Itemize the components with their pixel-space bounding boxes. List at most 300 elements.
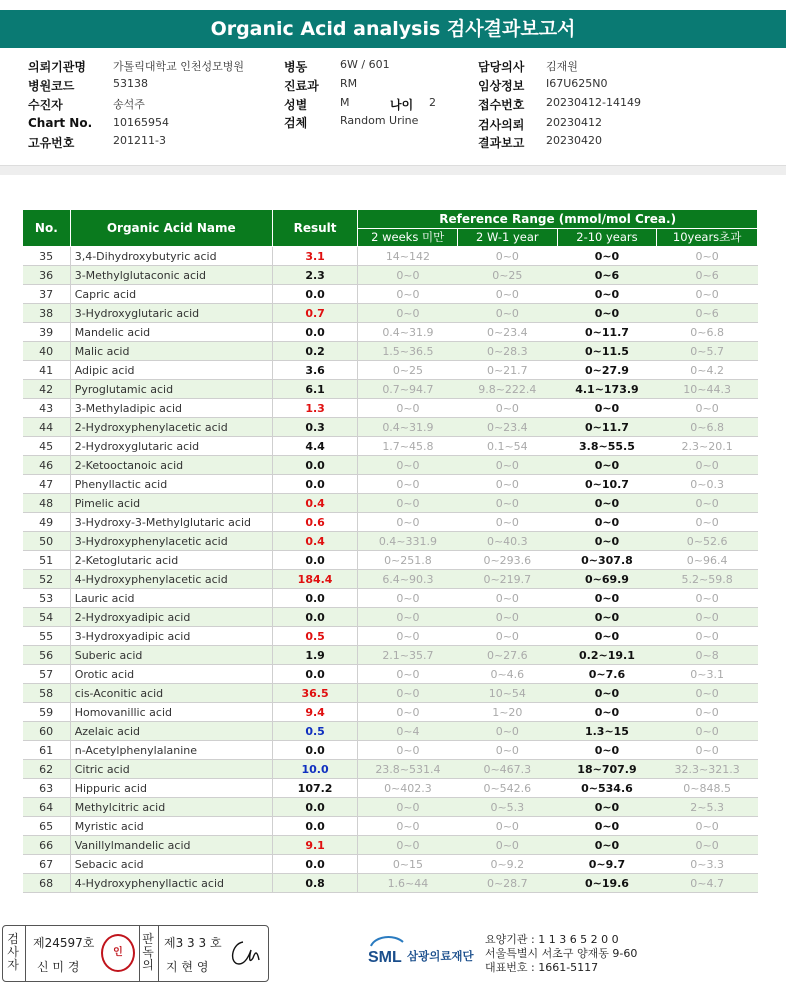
- ref-newborn: 23.8~531.4: [358, 760, 458, 779]
- ref-newborn: 0~0: [358, 304, 458, 323]
- row-number: 42: [23, 380, 71, 399]
- table-row: [23, 285, 758, 304]
- result-value: 0.3: [272, 418, 358, 437]
- ref-adult: 0~3.1: [657, 665, 758, 684]
- dept-label: 진료과: [284, 79, 319, 93]
- acid-name: n-Acetylphenylalanine: [70, 741, 272, 760]
- acid-name: Orotic acid: [70, 665, 272, 684]
- examiner-name: 신 미 경: [37, 960, 80, 974]
- ref-child: 0~69.9: [557, 570, 657, 589]
- result-value: 0.5: [272, 722, 358, 741]
- result-value: 0.0: [272, 285, 358, 304]
- ref-child: 0~0: [557, 817, 657, 836]
- acid-name: Pyroglutamic acid: [70, 380, 272, 399]
- table-row: [23, 570, 758, 589]
- result-value: 0.0: [272, 475, 358, 494]
- ref-infant: 0~542.6: [458, 779, 558, 798]
- ref-infant: 0~0: [458, 247, 558, 266]
- acid-name: Capric acid: [70, 285, 272, 304]
- divider: [139, 926, 140, 981]
- acid-name: 3,4-Dihydroxybutyric acid: [70, 247, 272, 266]
- ref-child: 0~27.9: [557, 361, 657, 380]
- ref-child: 0~0: [557, 684, 657, 703]
- ref-adult: 0~0: [657, 513, 758, 532]
- ref-child: 0~0: [557, 304, 657, 323]
- address: 서울특별시 서초구 양재동 9-60: [485, 947, 638, 960]
- ref-newborn: 0~0: [358, 475, 458, 494]
- row-number: 39: [23, 323, 71, 342]
- ref-child: 0~534.6: [557, 779, 657, 798]
- row-number: 67: [23, 855, 71, 874]
- ref-infant: 0~21.7: [458, 361, 558, 380]
- table-row: [23, 247, 758, 266]
- ref-child: 0~0: [557, 589, 657, 608]
- divider: [158, 926, 159, 981]
- row-number: 47: [23, 475, 71, 494]
- ref-child: 0~11.7: [557, 418, 657, 437]
- ref-adult: 0~0: [657, 399, 758, 418]
- table-row: [23, 437, 758, 456]
- acid-name: Azelaic acid: [70, 722, 272, 741]
- age-value: 2: [429, 96, 436, 109]
- acid-name: 3-Hydroxy-3-Methylglutaric acid: [70, 513, 272, 532]
- ref-newborn: 0~0: [358, 589, 458, 608]
- col-result: Result: [272, 210, 358, 247]
- dept-value: RM: [340, 77, 358, 90]
- ref-adult: 0~0: [657, 247, 758, 266]
- ref-infant: 0~0: [458, 285, 558, 304]
- ref-adult: 10~44.3: [657, 380, 758, 399]
- ref-newborn: 0~0: [358, 627, 458, 646]
- table-row: [23, 608, 758, 627]
- ref-child: 0~10.7: [557, 475, 657, 494]
- care-institution-number: 요양기관 : 1 1 3 6 5 2 0 0: [485, 933, 619, 946]
- ref-child: 0~307.8: [557, 551, 657, 570]
- ref-infant: 0~0: [458, 627, 558, 646]
- row-number: 55: [23, 627, 71, 646]
- ward-label: 병동: [284, 60, 308, 74]
- result-value: 0.4: [272, 532, 358, 551]
- results-table: [22, 209, 758, 893]
- col-sub-adult: 10years초과: [657, 228, 758, 247]
- doctor-label: 담당의사: [478, 60, 525, 74]
- ref-newborn: 0~251.8: [358, 551, 458, 570]
- hospital-code-label: 병원코드: [28, 79, 75, 93]
- ref-child: 0~0: [557, 456, 657, 475]
- ref-adult: 0~6.8: [657, 418, 758, 437]
- table-row: [23, 836, 758, 855]
- ref-adult: 0~5.7: [657, 342, 758, 361]
- acid-name: 4-Hydroxyphenyllactic acid: [70, 874, 272, 893]
- row-number: 63: [23, 779, 71, 798]
- examiner-label: 검사자: [7, 932, 19, 972]
- ref-adult: 0~0: [657, 456, 758, 475]
- row-number: 66: [23, 836, 71, 855]
- table-row: [23, 627, 758, 646]
- ref-newborn: 0~0: [358, 399, 458, 418]
- acid-name: Suberic acid: [70, 646, 272, 665]
- ref-child: 18~707.9: [557, 760, 657, 779]
- row-number: 37: [23, 285, 71, 304]
- reviewer-number: 제3 3 3 호: [164, 936, 222, 950]
- row-number: 48: [23, 494, 71, 513]
- table-row: [23, 399, 758, 418]
- acid-name: 3-Hydroxyadipic acid: [70, 627, 272, 646]
- ref-child: 1.3~15: [557, 722, 657, 741]
- col-sub-child: 2-10 years: [557, 228, 657, 247]
- result-value: 9.1: [272, 836, 358, 855]
- result-value: 3.1: [272, 247, 358, 266]
- ref-child: 4.1~173.9: [557, 380, 657, 399]
- table-row: [23, 817, 758, 836]
- ref-child: 3.8~55.5: [557, 437, 657, 456]
- ref-newborn: 1.5~36.5: [358, 342, 458, 361]
- result-value: 0.0: [272, 589, 358, 608]
- acid-name: Sebacic acid: [70, 855, 272, 874]
- ref-child: 0~0: [557, 798, 657, 817]
- acid-name: Methylcitric acid: [70, 798, 272, 817]
- ref-newborn: 0~0: [358, 494, 458, 513]
- ref-infant: 0~28.7: [458, 874, 558, 893]
- col-sub-newborn: 2 weeks 미만: [358, 228, 458, 247]
- ref-adult: 0~0: [657, 741, 758, 760]
- table-row: [23, 342, 758, 361]
- acid-name: 3-Methylglutaconic acid: [70, 266, 272, 285]
- table-row: [23, 380, 758, 399]
- acid-name: Lauric acid: [70, 589, 272, 608]
- table-row: [23, 779, 758, 798]
- result-value: 0.5: [272, 627, 358, 646]
- ref-newborn: 0~25: [358, 361, 458, 380]
- row-number: 44: [23, 418, 71, 437]
- acid-name: Adipic acid: [70, 361, 272, 380]
- contact-info: [485, 933, 637, 975]
- ref-newborn: 0~15: [358, 855, 458, 874]
- table-row: [23, 418, 758, 437]
- ref-child: 0~11.7: [557, 323, 657, 342]
- ref-adult: 32.3~321.3: [657, 760, 758, 779]
- result-value: 36.5: [272, 684, 358, 703]
- ref-infant: 0~0: [458, 456, 558, 475]
- chart-value: 10165954: [113, 116, 169, 129]
- table-row: [23, 532, 758, 551]
- ref-infant: 0~5.3: [458, 798, 558, 817]
- ref-newborn: 0~0: [358, 266, 458, 285]
- col-name: Organic Acid Name: [70, 210, 272, 247]
- acid-name: Vanillylmandelic acid: [70, 836, 272, 855]
- ref-child: 0~6: [557, 266, 657, 285]
- acid-name: Pimelic acid: [70, 494, 272, 513]
- row-number: 46: [23, 456, 71, 475]
- ref-infant: 0.1~54: [458, 437, 558, 456]
- org-name: 삼광의료재단: [407, 949, 474, 963]
- ref-newborn: 2.1~35.7: [358, 646, 458, 665]
- table-row: [23, 874, 758, 893]
- table-row: [23, 323, 758, 342]
- ref-infant: 0~25: [458, 266, 558, 285]
- ref-infant: 0~0: [458, 817, 558, 836]
- row-number: 65: [23, 817, 71, 836]
- row-number: 68: [23, 874, 71, 893]
- acid-name: 2-Ketooctanoic acid: [70, 456, 272, 475]
- result-value: 4.4: [272, 437, 358, 456]
- request-label: 검사의뢰: [478, 118, 525, 132]
- acid-name: 2-Ketoglutaric acid: [70, 551, 272, 570]
- acid-name: 2-Hydroxyphenylacetic acid: [70, 418, 272, 437]
- ref-adult: 0~6.8: [657, 323, 758, 342]
- ref-newborn: 1.7~45.8: [358, 437, 458, 456]
- table-row: [23, 304, 758, 323]
- table-row: [23, 361, 758, 380]
- sex-value: M: [340, 96, 350, 109]
- ref-newborn: 0.4~31.9: [358, 418, 458, 437]
- report-title: Organic Acid analysis 검사결과보고서: [0, 10, 786, 48]
- ref-child: 0~7.6: [557, 665, 657, 684]
- acid-name: Mandelic acid: [70, 323, 272, 342]
- age-label: 나이: [390, 98, 414, 112]
- ref-infant: 0~219.7: [458, 570, 558, 589]
- ref-newborn: 0~4: [358, 722, 458, 741]
- result-value: 0.0: [272, 608, 358, 627]
- result-value: 0.0: [272, 665, 358, 684]
- table-row: [23, 513, 758, 532]
- ref-child: 0.2~19.1: [557, 646, 657, 665]
- ref-newborn: 1.6~44: [358, 874, 458, 893]
- request-value: 20230412: [546, 116, 602, 129]
- acid-name: 3-Hydroxyglutaric acid: [70, 304, 272, 323]
- result-value: 0.0: [272, 456, 358, 475]
- ref-infant: 0~0: [458, 513, 558, 532]
- ref-child: 0~0: [557, 513, 657, 532]
- ref-infant: 0~0: [458, 722, 558, 741]
- result-value: 3.6: [272, 361, 358, 380]
- sml-logo: [365, 932, 485, 972]
- table-row: [23, 798, 758, 817]
- ref-child: 0~19.6: [557, 874, 657, 893]
- row-number: 49: [23, 513, 71, 532]
- ref-adult: 0~0: [657, 494, 758, 513]
- result-value: 184.4: [272, 570, 358, 589]
- unique-label: 고유번호: [28, 136, 75, 150]
- ref-newborn: 0~0: [358, 703, 458, 722]
- logo-text: SML: [368, 949, 402, 966]
- row-number: 43: [23, 399, 71, 418]
- result-value: 1.9: [272, 646, 358, 665]
- table-row: [23, 589, 758, 608]
- ref-newborn: 14~142: [358, 247, 458, 266]
- ref-newborn: 0.4~331.9: [358, 532, 458, 551]
- result-value: 1.3: [272, 399, 358, 418]
- ref-child: 0~0: [557, 741, 657, 760]
- ref-child: 0~0: [557, 608, 657, 627]
- result-value: 0.2: [272, 342, 358, 361]
- row-number: 40: [23, 342, 71, 361]
- sml-logo-icon: [365, 932, 409, 972]
- ref-infant: 0~27.6: [458, 646, 558, 665]
- row-number: 36: [23, 266, 71, 285]
- col-reference-range: Reference Range (mmol/mol Crea.): [358, 210, 758, 229]
- table-row: [23, 266, 758, 285]
- table-row: [23, 855, 758, 874]
- chart-label: Chart No.: [28, 116, 93, 130]
- report-value: 20230420: [546, 134, 602, 147]
- acid-name: cis-Aconitic acid: [70, 684, 272, 703]
- row-number: 51: [23, 551, 71, 570]
- ref-adult: 0~96.4: [657, 551, 758, 570]
- ref-child: 0~0: [557, 627, 657, 646]
- table-row: [23, 760, 758, 779]
- examiner-number: 제24597호: [33, 936, 95, 950]
- row-number: 59: [23, 703, 71, 722]
- ref-adult: 0~0: [657, 684, 758, 703]
- specimen-value: Random Urine: [340, 114, 419, 127]
- ref-adult: 0~6: [657, 304, 758, 323]
- row-number: 52: [23, 570, 71, 589]
- sex-label: 성별: [284, 98, 308, 112]
- phone-number: 대표번호 : 1661-5117: [485, 961, 599, 974]
- ref-adult: 5.2~59.8: [657, 570, 758, 589]
- ref-infant: 10~54: [458, 684, 558, 703]
- ref-child: 0~11.5: [557, 342, 657, 361]
- ref-infant: 0~0: [458, 589, 558, 608]
- col-no: No.: [23, 210, 71, 247]
- ref-adult: 0~0: [657, 589, 758, 608]
- ref-adult: 0~4.7: [657, 874, 758, 893]
- row-number: 41: [23, 361, 71, 380]
- patient-label: 수진자: [28, 98, 63, 112]
- ref-newborn: 0~0: [358, 741, 458, 760]
- ref-infant: 0~0: [458, 494, 558, 513]
- receipt-value: 20230412-14149: [546, 96, 641, 109]
- ref-infant: 0~0: [458, 399, 558, 418]
- ref-infant: 0~23.4: [458, 418, 558, 437]
- clinical-value: I67U625N0: [546, 77, 608, 90]
- result-value: 0.0: [272, 798, 358, 817]
- acid-name: Citric acid: [70, 760, 272, 779]
- reviewer-label: 판독의: [142, 932, 154, 972]
- ref-child: 0~0: [557, 532, 657, 551]
- result-value: 0.8: [272, 874, 358, 893]
- receipt-label: 접수번호: [478, 98, 525, 112]
- ref-newborn: 0~0: [358, 456, 458, 475]
- institution-value: 가톨릭대학교 인천성모병원: [113, 60, 245, 73]
- ref-newborn: 6.4~90.3: [358, 570, 458, 589]
- hospital-code-value: 53138: [113, 77, 148, 90]
- result-value: 107.2: [272, 779, 358, 798]
- acid-name: Malic acid: [70, 342, 272, 361]
- signature-box: [2, 925, 269, 982]
- table-row: [23, 722, 758, 741]
- table-row: [23, 456, 758, 475]
- result-value: 10.0: [272, 760, 358, 779]
- acid-name: 3-Hydroxyphenylacetic acid: [70, 532, 272, 551]
- ref-newborn: 0~0: [358, 665, 458, 684]
- row-number: 56: [23, 646, 71, 665]
- row-number: 35: [23, 247, 71, 266]
- acid-name: 2-Hydroxyglutaric acid: [70, 437, 272, 456]
- ward-value: 6W / 601: [340, 58, 390, 71]
- table-row: [23, 684, 758, 703]
- ref-newborn: 0~402.3: [358, 779, 458, 798]
- reviewer-signature: [225, 936, 265, 972]
- ref-infant: 0~4.6: [458, 665, 558, 684]
- ref-infant: 0~0: [458, 475, 558, 494]
- acid-name: 3-Methyladipic acid: [70, 399, 272, 418]
- ref-newborn: 0~0: [358, 684, 458, 703]
- result-value: 0.4: [272, 494, 358, 513]
- unique-value: 201211-3: [113, 134, 166, 147]
- ref-adult: 0~0: [657, 608, 758, 627]
- report-label: 결과보고: [478, 136, 525, 150]
- examiner-seal: 인: [101, 934, 135, 972]
- row-number: 62: [23, 760, 71, 779]
- acid-name: Myristic acid: [70, 817, 272, 836]
- row-number: 61: [23, 741, 71, 760]
- table-row: [23, 703, 758, 722]
- ref-adult: 0~8: [657, 646, 758, 665]
- result-value: 0.0: [272, 817, 358, 836]
- ref-infant: 0~23.4: [458, 323, 558, 342]
- row-number: 57: [23, 665, 71, 684]
- ref-newborn: 0~0: [358, 798, 458, 817]
- row-number: 64: [23, 798, 71, 817]
- ref-infant: 1~20: [458, 703, 558, 722]
- row-number: 54: [23, 608, 71, 627]
- ref-child: 0~0: [557, 285, 657, 304]
- ref-infant: 0~0: [458, 741, 558, 760]
- result-value: 6.1: [272, 380, 358, 399]
- col-sub-infant: 2 W-1 year: [458, 228, 558, 247]
- result-value: 0.0: [272, 741, 358, 760]
- row-number: 58: [23, 684, 71, 703]
- patient-info: [0, 56, 786, 152]
- table-row: [23, 665, 758, 684]
- result-value: 0.6: [272, 513, 358, 532]
- row-number: 38: [23, 304, 71, 323]
- result-value: 0.0: [272, 855, 358, 874]
- ref-child: 0~0: [557, 494, 657, 513]
- ref-adult: 2~5.3: [657, 798, 758, 817]
- ref-adult: 0~0.3: [657, 475, 758, 494]
- row-number: 60: [23, 722, 71, 741]
- ref-adult: 0~0: [657, 722, 758, 741]
- ref-adult: 0~0: [657, 703, 758, 722]
- ref-adult: 0~4.2: [657, 361, 758, 380]
- ref-adult: 0~0: [657, 836, 758, 855]
- ref-newborn: 0~0: [358, 608, 458, 627]
- row-number: 45: [23, 437, 71, 456]
- doctor-value: 김재원: [546, 60, 578, 73]
- result-value: 0.0: [272, 551, 358, 570]
- ref-infant: 0~28.3: [458, 342, 558, 361]
- clinical-label: 임상정보: [478, 79, 525, 93]
- ref-newborn: 0~0: [358, 513, 458, 532]
- ref-adult: 0~0: [657, 627, 758, 646]
- ref-infant: 0~0: [458, 836, 558, 855]
- results-body: [23, 247, 758, 893]
- reviewer-name: 지 현 영: [166, 960, 209, 974]
- institution-label: 의뢰기관명: [28, 60, 86, 74]
- ref-child: 0~0: [557, 399, 657, 418]
- ref-adult: 0~0: [657, 285, 758, 304]
- ref-adult: 2.3~20.1: [657, 437, 758, 456]
- ref-child: 0~9.7: [557, 855, 657, 874]
- specimen-label: 검체: [284, 116, 308, 130]
- ref-newborn: 0~0: [358, 836, 458, 855]
- table-row: [23, 494, 758, 513]
- ref-child: 0~0: [557, 247, 657, 266]
- table-row: [23, 741, 758, 760]
